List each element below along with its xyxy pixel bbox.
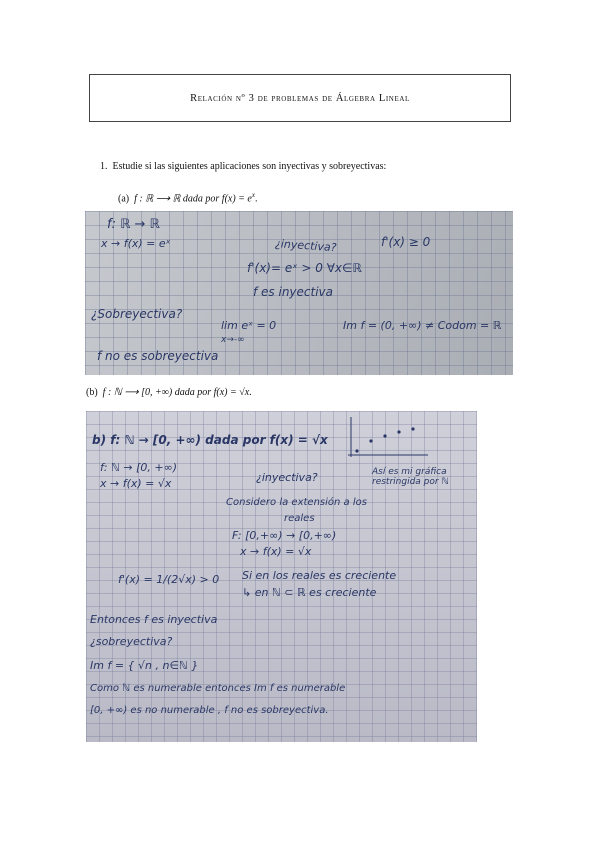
part-a-label: (a) [118,193,130,205]
hw-a-q-inj: ¿inyectiva? [274,237,337,255]
hw-b-ext2: reales [284,513,315,524]
hw-a-concl-inj: f es inyectiva [253,285,334,299]
graph-point [369,439,372,442]
hw-b-l2: x → f(x) = √x [100,477,172,490]
hw-a-cond: f'(x) ≥ 0 [381,235,431,249]
hw-b-image: Im f = { √n , n∈ℕ } [90,659,199,672]
title-box [89,74,511,122]
part-a-statement [118,191,257,204]
hw-b-head: b) f: ℕ → [0, +∞) dada por f(x) = √x [92,433,328,447]
part-b-label: (b) [86,387,98,398]
document-title: Relación nº 3 de problemas de Álgebra Lineal [190,92,410,104]
problem-number: 1. [100,161,108,172]
part-a-text: f : ℝ ⟶ ℝ dada por f(x) = e [134,193,252,205]
part-a-exponent: x [251,191,255,199]
graph-point [397,430,400,433]
graph-point [383,434,386,437]
hw-b-deriv: f'(x) = 1/(2√x) > 0 [118,573,220,586]
hw-b-concl-inj: Entonces f es inyectiva [90,613,218,626]
handwritten-notes-photo-b [86,411,477,742]
graph-point [355,449,358,452]
hw-b-ext1: Considero la extensión a los [226,497,367,508]
problem-statement [100,161,386,172]
graph-point [411,427,414,430]
part-b-period: . [249,387,252,398]
hw-b-l1: f: ℕ → [0, +∞) [100,461,178,474]
hw-a-concl-sob: f no es sobreyectiva [97,349,219,363]
hw-a-q-sob: ¿Sobreyectiva? [91,307,183,321]
hw-b-graph-note: Así es mi gráfica restringida por ℕ [372,467,449,487]
part-b-text: f : ℕ ⟶ [0, +∞) dada por f(x) = √x [102,387,250,398]
hw-b-q-inj: ¿inyectiva? [256,471,318,484]
hw-b-real2: ↳ en ℕ ⊂ ℝ es creciente [242,586,377,599]
hw-b-count: Como ℕ es numerable entonces Im f es numerable [90,683,346,694]
part-b-statement [86,387,252,398]
handwritten-notes-photo-a [85,211,513,375]
hw-a-limit-sub: x→-∞ [221,335,245,345]
hw-b-final: [0, +∞) es no numerable , f no es sobreyectiva. [90,705,329,716]
hw-a-line1: f: ℝ → ℝ [107,217,160,232]
hw-a-image: Im f = (0, +∞) ≠ Codom = ℝ [343,319,502,332]
hw-a-line2: x → f(x) = eˣ [101,237,171,250]
hw-b-ext3: F: [0,+∞) → [0,+∞) [232,529,337,542]
hw-a-deriv: f'(x)= eˣ > 0 ∀x∈ℝ [247,261,362,275]
problem-text: Estudie si las siguientes aplicaciones son inyectivas y sobreyectivas: [112,161,387,172]
hw-a-limit: lim eˣ = 0 [221,319,277,332]
part-a-period: . [254,193,258,205]
hw-b-real1: Si en los reales es creciente [242,569,397,582]
hw-b-q-sob: ¿sobreyectiva? [90,635,173,648]
hw-b-ext4: x → f(x) = √x [240,545,312,558]
